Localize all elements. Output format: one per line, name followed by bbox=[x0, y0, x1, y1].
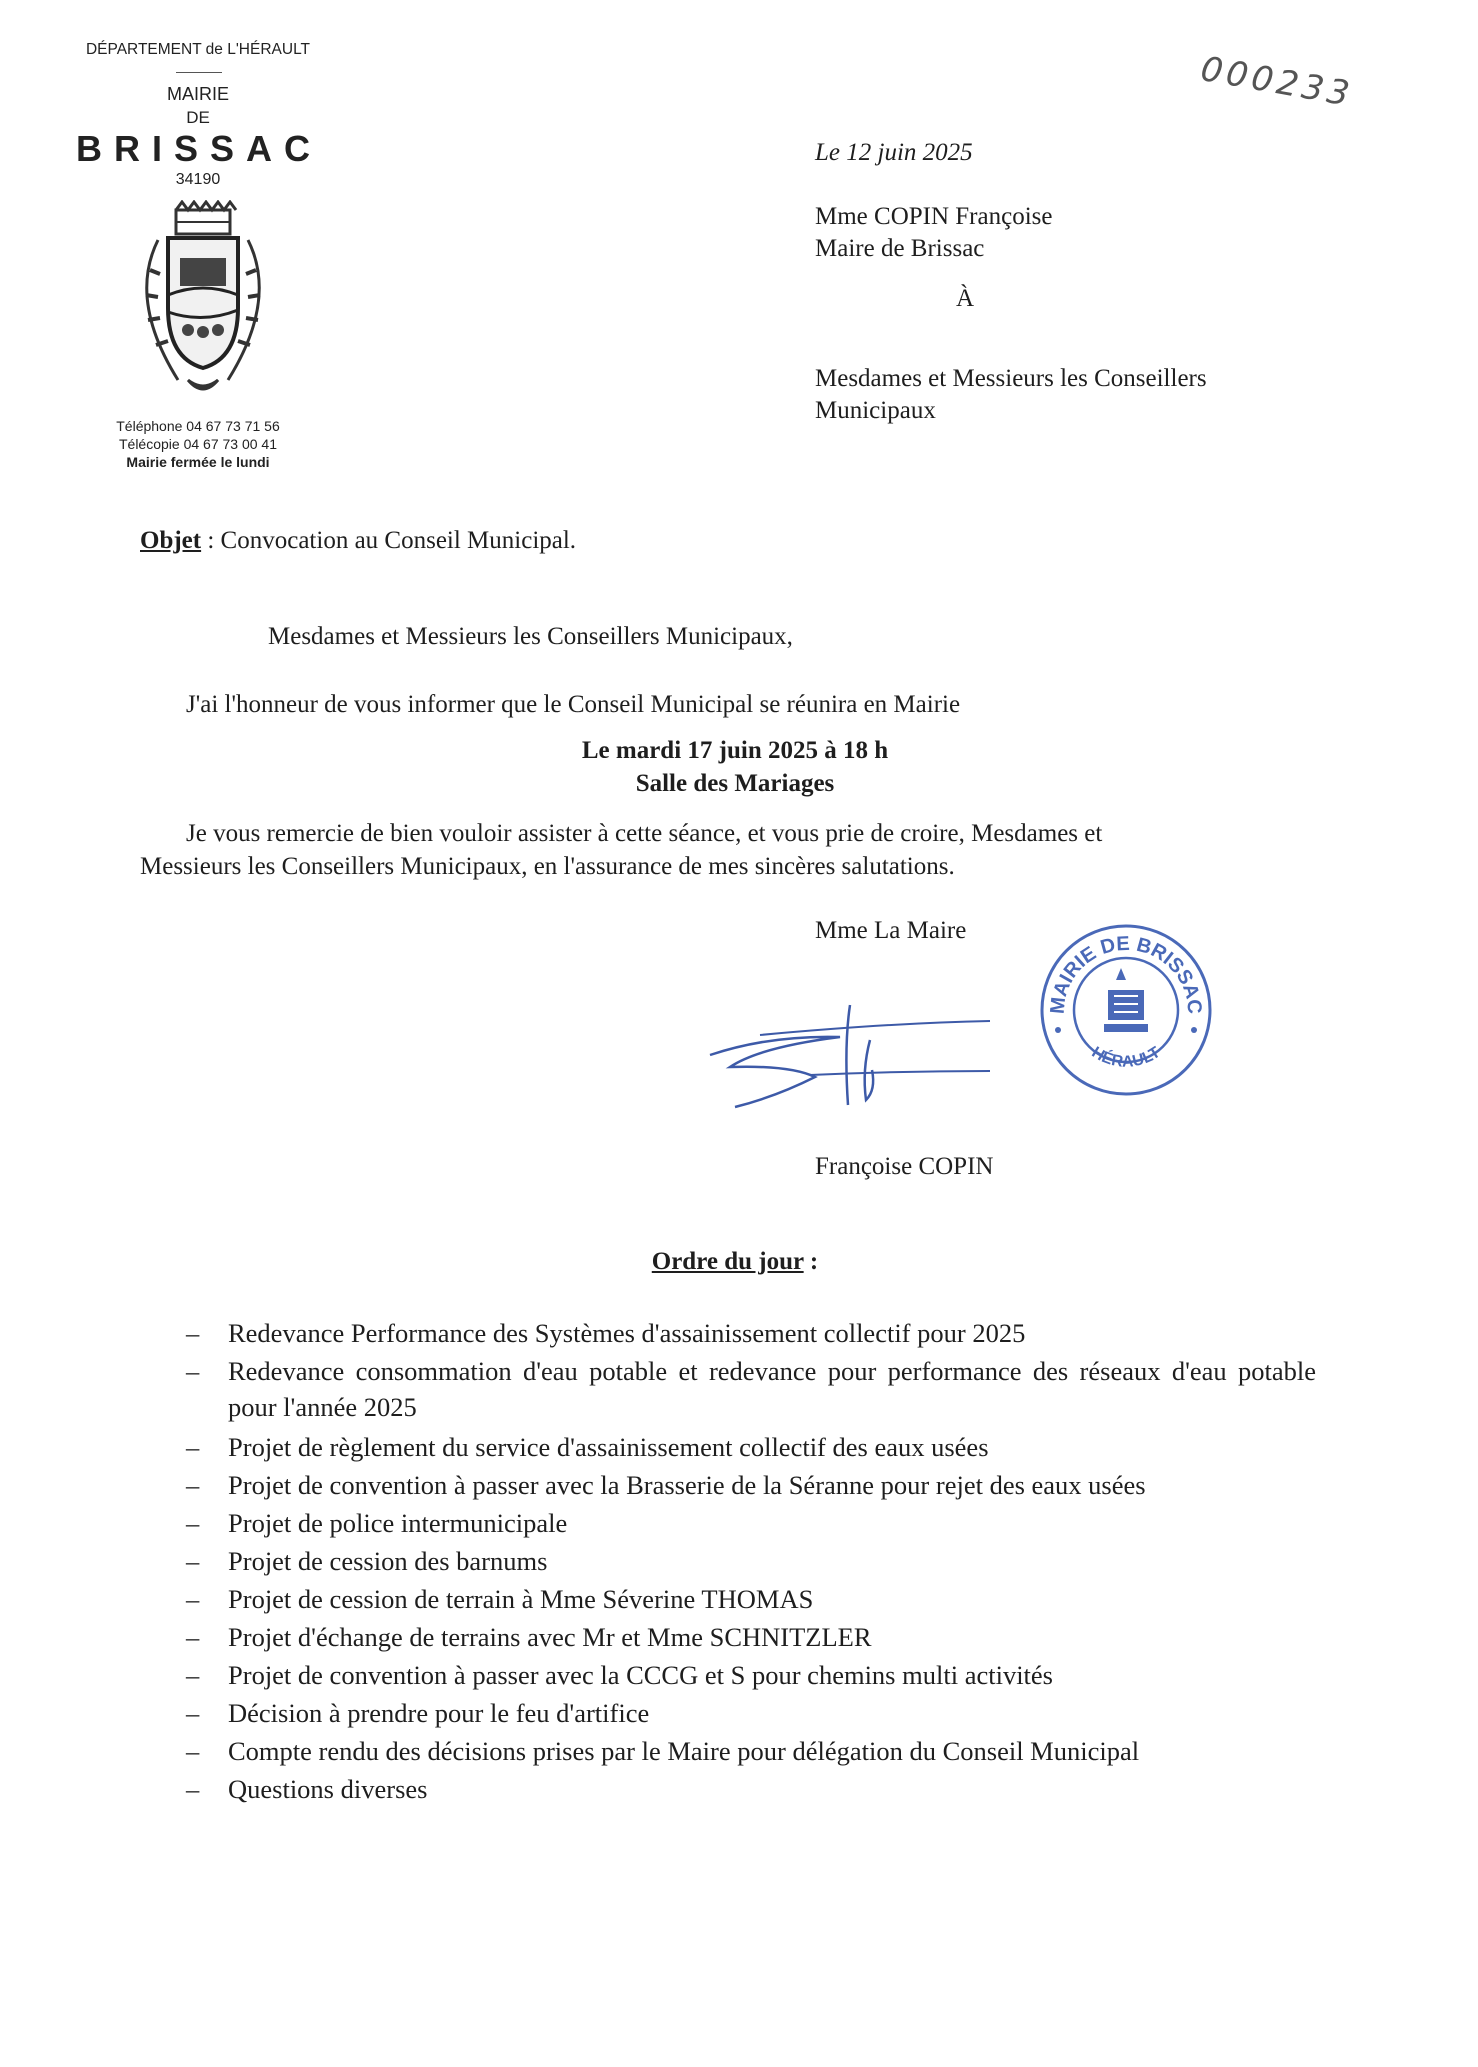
agenda-item: – Projet d'échange de terrains avec Mr et Mme SCHNITZLER bbox=[186, 1622, 872, 1652]
agenda-item: – Projet de convention à passer avec la Brasserie de la Séranne pour rejet des eaux usées bbox=[186, 1470, 1146, 1500]
agenda-item: – Compte rendu des décisions prises par le Maire pour délégation du Conseil Municipal bbox=[186, 1736, 1140, 1766]
agenda-item: – Projet de cession de terrain à Mme Séverine THOMAS bbox=[186, 1584, 814, 1614]
intro-paragraph: J'ai l'honneur de vous informer que le Conseil Municipal se réunira en Mairie bbox=[186, 691, 961, 718]
recipient-line-1: Mesdames et Messieurs les Conseillers bbox=[815, 365, 1207, 392]
department-name: DÉPARTEMENT de L'HÉRAULT bbox=[85, 41, 311, 58]
agenda-title-suffix: : bbox=[803, 1248, 819, 1275]
recipient-line-2: Municipaux bbox=[815, 397, 936, 424]
official-seal bbox=[1036, 920, 1216, 1100]
subject-label: Objet bbox=[140, 527, 202, 554]
subject-line bbox=[140, 522, 576, 559]
handwritten-signature bbox=[700, 1000, 1000, 1120]
salutation: Mesdames et Messieurs les Conseillers Municipaux, bbox=[268, 623, 793, 650]
closed-day-notice: Mairie fermée le lundi bbox=[126, 454, 270, 470]
registry-number: 000233 bbox=[1197, 48, 1357, 116]
agenda-item: – Projet de règlement du service d'assainissement collectif des eaux usées bbox=[186, 1432, 989, 1462]
agenda-item: – Projet de convention à passer avec la CCCG et S pour chemins multi activités bbox=[186, 1660, 1053, 1690]
agenda-item: – Questions diverses bbox=[186, 1774, 428, 1804]
agenda-heading bbox=[140, 1243, 1330, 1280]
svg-text:HÉRAULT: HÉRAULT bbox=[1088, 1043, 1164, 1071]
agenda-item: – Décision à prendre pour le feu d'artifice bbox=[186, 1698, 650, 1728]
sender-title: Maire de Brissac bbox=[815, 235, 985, 262]
de-label: DE bbox=[186, 108, 210, 127]
meeting-location: Salle des Mariages bbox=[635, 770, 835, 797]
agenda-title: Ordre du jour bbox=[651, 1248, 804, 1275]
meeting-datetime: Le mardi 17 juin 2025 à 18 h bbox=[581, 737, 889, 764]
signature-role: Mme La Maire bbox=[815, 917, 967, 944]
subject-text: : Convocation au Conseil Municipal. bbox=[201, 527, 577, 554]
closing-line-2: Messieurs les Conseillers Municipaux, en l'assurance de mes sincères salutations. bbox=[140, 853, 955, 880]
sender-name: Mme COPIN Françoise bbox=[815, 203, 1053, 230]
signatory-name: Françoise COPIN bbox=[815, 1153, 994, 1180]
svg-text:MAIRIE DE BRISSAC: MAIRIE DE BRISSAC bbox=[1046, 932, 1206, 1015]
letterhead-divider bbox=[176, 72, 222, 73]
agenda-item: – Projet de cession des barnums bbox=[186, 1546, 548, 1576]
to-marker: À bbox=[956, 285, 975, 312]
agenda-item: – Redevance consommation d'eau potable et redevance pour performance des réseaux d'eau potable pour l'année 2025 bbox=[186, 1356, 1316, 1422]
telephone: Téléphone 04 67 73 71 56 bbox=[116, 418, 280, 434]
closing-line-1: Je vous remercie de bien vouloir assister à cette séance, et vous prie de croire, Mesdames et bbox=[186, 820, 1103, 847]
town-name: BRISSAC bbox=[75, 128, 323, 169]
letter-date: Le 12 juin 2025 bbox=[815, 139, 973, 166]
postal-code: 34190 bbox=[175, 171, 221, 188]
coat-of-arms-icon bbox=[118, 200, 288, 410]
agenda-item: – Redevance Performance des Systèmes d'assainissement collectif pour 2025 bbox=[186, 1318, 1026, 1348]
telecopie: Télécopie 04 67 73 00 41 bbox=[118, 436, 277, 452]
agenda-item: – Projet de police intermunicipale bbox=[186, 1508, 568, 1538]
mairie-label: MAIRIE bbox=[166, 84, 229, 104]
